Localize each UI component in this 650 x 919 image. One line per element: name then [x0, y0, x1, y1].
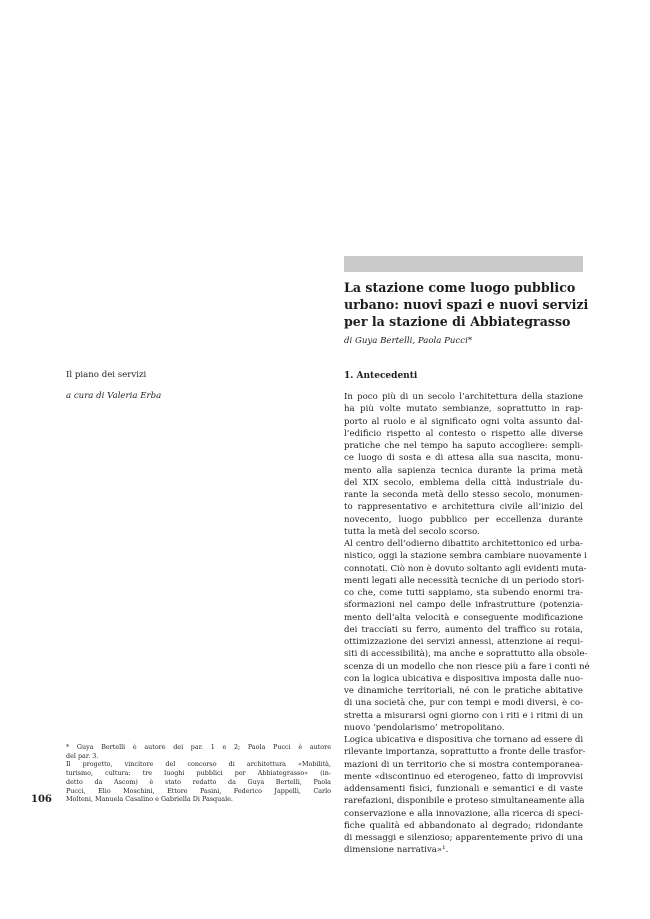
footnote-line: * Guya Bertelli è autore dei par. 1 e 2; Paola Pucci è autore — [66, 743, 331, 751]
body-line: mento alla sapienza tecnica durante la prima metà — [344, 465, 583, 476]
body-line: con la logica ubicativa e dispositiva imposta dalle nuo- — [344, 673, 583, 684]
body-line: mazioni di un territorio che si mostra contemporanea- — [344, 759, 583, 770]
body-line: di messaggi e silenzioso; apparentemente privo di una — [344, 833, 583, 843]
side-heading: Il piano dei servizi — [66, 370, 147, 380]
title-line: La stazione come luogo pubblico — [344, 280, 576, 295]
body-line: mente «discontinuo ed eterogeneo, fatto di improvvisi — [344, 771, 583, 782]
body-line: di una società che, pur con tempi e modi diversi, è co- — [344, 698, 583, 709]
body-line: stretta a misurarsi ogni giorno con i riti e i ritmi di un — [344, 710, 583, 721]
section-heading: 1. Antecedenti — [344, 371, 418, 381]
body-line: to rappresentativo e architettura civile all’inizio del — [344, 502, 583, 513]
article-title — [344, 279, 594, 330]
body-line: ottimizzazione dei servizi annessi, attenzione ai requi- — [344, 637, 583, 647]
footnote-line: Pucci, Elio Moschini, Ettore Pasini, Federico Jappelli, Carlo — [66, 786, 331, 795]
body-line: rante la seconda metà dello stesso secolo, monumen- — [344, 490, 583, 500]
body-line: fiche qualità ed abbandonato al degrado; ridondante — [344, 820, 583, 831]
body-line: addensamenti fisici, funzionali e semantici e di vaste — [344, 784, 583, 794]
title-line: per la stazione di Abbiategrasso — [344, 314, 571, 329]
body-line: dei tracciati su ferro, aumento del traffico su rotaia, — [344, 624, 583, 635]
body-line: menti legati alle necessità tecniche di un periodo stori- — [344, 575, 585, 586]
body-line: siti di accessibilità), ma anche e soprattutto alla obsole- — [344, 649, 588, 660]
body-line: nuovo ‘pendolarismo’ metropolitano. — [344, 722, 505, 733]
body-line: co che, come tutti sappiamo, sta subendo enormi tra- — [344, 588, 583, 598]
footnote-line: Molteni, Manuela Casalino e Gabriella Di Pasquale. — [66, 795, 233, 804]
article-authors: di Guya Bertelli, Paola Pucci* — [344, 336, 473, 346]
page-number: 106 — [31, 794, 52, 805]
body-line: rarefazioni, disponibile e proteso simultaneamente alla — [344, 796, 585, 807]
body-line: pratiche che nel tempo ha saputo accogliere: sempli- — [344, 441, 583, 451]
body-line: In poco più di un secolo l’architettura della stazione — [344, 392, 583, 402]
body-line: porto al ruolo e al significato ogni volta assunto dal- — [344, 416, 583, 427]
footnote-line: detto da Ascom) è stato redatto da Guya Bertelli, Paola — [66, 777, 331, 786]
body-line: ha più volte mutato sembianze, soprattutto in rap- — [344, 404, 583, 415]
body-line: nistico, oggi la stazione sembra cambiare nuovamente i — [344, 551, 587, 562]
body-line: scenza di un modello che non riesce più a fare i conti né — [344, 661, 590, 672]
footnote-line: turismo, cultura: tre luoghi pubblici per Abbiategrasso» (in- — [66, 769, 331, 778]
body-line: dimensione narrativa»¹. — [344, 845, 449, 856]
footnote-line: del par. 3. — [66, 751, 99, 760]
title-line: urbano: nuovi spazi e nuovi servizi — [344, 297, 589, 312]
header-bar — [344, 256, 583, 272]
body-line: sformazioni nel campo delle infrastrutture (potenzia- — [344, 600, 583, 611]
body-text — [344, 391, 590, 857]
body-line: Logica ubicativa e dispositiva che tornano ad essere di — [344, 735, 584, 745]
body-line: conservazione e alla innovazione, alla ricerca di speci- — [344, 808, 583, 819]
body-line: l’edificio rispetto al contesto o rispetto alle diverse — [344, 428, 583, 439]
footnote-line: Il progetto, vincitore del concorso di architettura «Mobilità, — [66, 760, 331, 769]
body-line: ce luogo di sosta e di attesa alla sua nascita, monu- — [344, 453, 583, 464]
body-line: mento dell’alta velocità e conseguente modificazione — [344, 612, 583, 623]
side-editor: a cura di Valeria Erba — [66, 391, 162, 401]
body-line: del XIX secolo, emblema della città industriale du- — [344, 477, 583, 488]
body-line: ve dinamiche territoriali, né con le pratiche abitative — [344, 686, 583, 696]
body-line: tutta la metà del secolo scorso. — [344, 526, 480, 537]
footnotes — [66, 743, 331, 804]
body-line: connotati. Ciò non è dovuto soltanto agli evidenti muta- — [344, 563, 587, 574]
body-line: novecento, luogo pubblico per eccellenza durante — [344, 514, 583, 525]
body-line: rilevante importanza, soprattutto a fronte delle trasfor- — [344, 747, 586, 758]
body-line: Al centro dell’odierno dibattito architettonico ed urba- — [344, 539, 583, 549]
